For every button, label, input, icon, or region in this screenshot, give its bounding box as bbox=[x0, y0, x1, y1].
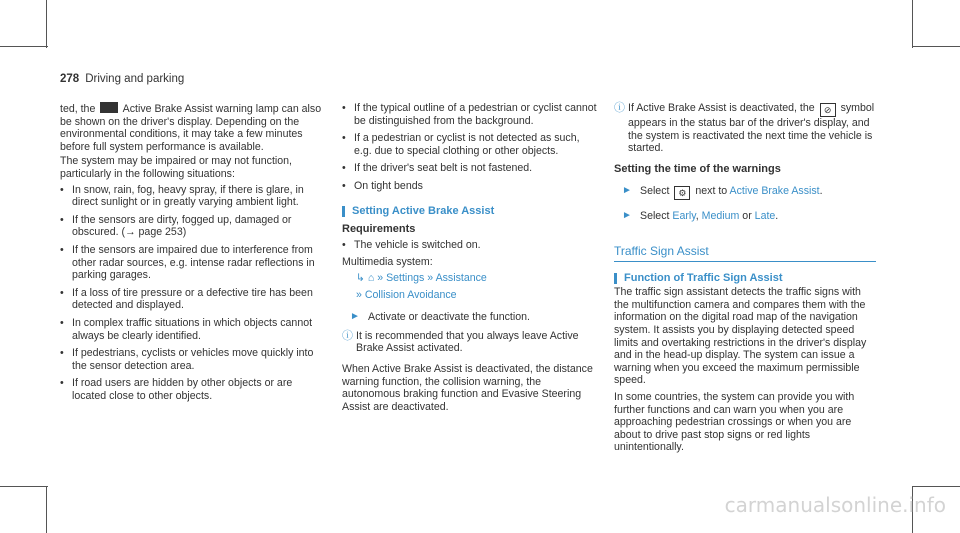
function-paragraph: The traffic sign assistant detects the traffic signs with the multifunction camera and compares them with the information on the digital road map of the navigation system. It assists you by displaying detected speed limits and overtaking restrictions in the driver's display and in the head-up display. The system can issue a warning when you exceed the maximum permissible speed. bbox=[614, 286, 867, 387]
home-icon: ⌂ bbox=[367, 271, 375, 284]
chevron-icon: » bbox=[377, 271, 384, 284]
brake-warning-lamp-icon bbox=[100, 102, 118, 113]
gear-icon[interactable]: ⚙ bbox=[674, 186, 690, 200]
page-number: 278 bbox=[60, 73, 80, 85]
setting-heading: Setting Active Brake Assist bbox=[342, 205, 597, 218]
list-item: • If the typical outline of a pedestrian or cyclist cannot be distinguished from the background. bbox=[342, 102, 597, 127]
list-item: • If a pedestrian or cyclist is not detected as such, e.g. due to special clothing or other objects. bbox=[342, 132, 597, 157]
column-3 bbox=[614, 102, 876, 454]
menu-path bbox=[342, 272, 597, 301]
active-brake-assist-link[interactable]: Active Brake Assist bbox=[729, 185, 820, 198]
info-icon: ⓘ bbox=[614, 102, 625, 114]
crop-mark bbox=[46, 486, 47, 533]
countries-paragraph: In some countries, the system can provide you with further functions and can warn you when you are approaching pedestrian crossings or when you are about to drive past stop signs or red lights unintentionally. bbox=[614, 390, 855, 454]
info-note: ⓘ If Active Brake Assist is deactivated, the ⊘ symbol appears in the status bar of the driver's display, and the system is reactivated the next time the vehicle is started. bbox=[614, 102, 875, 155]
option-early[interactable]: Early bbox=[672, 210, 696, 223]
option-medium[interactable]: Medium bbox=[701, 210, 740, 223]
list-item: • If the sensors are impaired due to interference from other radar sources, e.g. intense radar reflections in parking garages. bbox=[60, 244, 325, 282]
step-arrow-icon: ► bbox=[350, 311, 360, 323]
heading-bar bbox=[614, 273, 617, 284]
return-arrow-icon: ↳ bbox=[356, 271, 365, 284]
impaired-paragraph: The system may be impaired or may not function, particularly in the following situations: bbox=[60, 155, 292, 180]
crop-mark bbox=[46, 0, 47, 48]
requirements-label: Requirements bbox=[342, 223, 416, 236]
chevron-icon: » bbox=[356, 288, 362, 301]
info-icon: ⓘ bbox=[342, 329, 353, 342]
function-heading: Function of Traffic Sign Assist bbox=[614, 272, 876, 285]
option-late[interactable]: Late bbox=[754, 210, 776, 223]
settings-link[interactable]: Settings bbox=[386, 271, 425, 284]
intro-paragraph: ted, the Active Brake Assist warning lamp can also be shown on the driver's display. Depending on the environmental conditions, it may take a few minutes before full system performance is available. bbox=[60, 103, 322, 153]
step-arrow-icon: ► bbox=[622, 210, 632, 222]
list-item: • The vehicle is switched on. bbox=[342, 239, 597, 252]
list-item: • In snow, rain, fog, heavy spray, if there is glare, in direct sunlight or in greatly varying ambient light. bbox=[60, 184, 325, 209]
crop-mark bbox=[0, 46, 48, 47]
situation-list-continued bbox=[342, 102, 597, 193]
assistance-link[interactable]: Assistance bbox=[435, 271, 487, 284]
watermark: carmanualsonline.info bbox=[724, 493, 946, 517]
list-item: • In complex traffic situations in which objects cannot always be clearly identified. bbox=[60, 317, 325, 342]
chevron-icon: » bbox=[427, 271, 434, 284]
collision-avoidance-link[interactable]: Collision Avoidance bbox=[364, 288, 457, 301]
select-step-1: ► Select ⚙ next to Active Brake Assist. bbox=[622, 185, 823, 199]
crop-mark bbox=[912, 486, 960, 487]
multimedia-label: Multimedia system: bbox=[342, 256, 433, 269]
crop-mark bbox=[912, 0, 913, 48]
deactivated-paragraph: When Active Brake Assist is deactivated, the distance warning function, the collision warning, the autonomous braking function and Evasive Steering Assist are deactivated. bbox=[342, 362, 593, 413]
traffic-sign-assist-title: Traffic Sign Assist bbox=[614, 245, 876, 262]
section-title: Driving and parking bbox=[85, 73, 185, 85]
column-1 bbox=[60, 102, 325, 407]
requirements-list bbox=[342, 239, 597, 252]
list-item: • If road users are hidden by other objects or are located close to other objects. bbox=[60, 377, 325, 402]
list-item: • On tight bends bbox=[342, 180, 597, 193]
list-item: • If the driver's seat belt is not fastened. bbox=[342, 162, 597, 175]
timing-heading: Setting the time of the warnings bbox=[614, 162, 781, 175]
activate-step: ► Activate or deactivate the function. bbox=[350, 311, 530, 324]
step-arrow-icon: ► bbox=[622, 185, 632, 197]
select-step-2: ► Select Early, Medium or Late. bbox=[622, 210, 779, 223]
info-note: ⓘ It is recommended that you always leave Active Brake Assist activated. bbox=[342, 329, 579, 355]
situation-list bbox=[60, 184, 325, 403]
crop-mark bbox=[912, 46, 960, 47]
heading-bar bbox=[342, 206, 345, 217]
page-header bbox=[60, 73, 184, 85]
list-item: • If a loss of tire pressure or a defective tire has been detected and displayed. bbox=[60, 287, 325, 312]
list-item: • If the sensors are dirty, fogged up, damaged or obscured. (→ page 253) bbox=[60, 214, 325, 239]
crop-mark bbox=[0, 486, 48, 487]
brake-assist-off-icon: ⊘ bbox=[820, 103, 836, 117]
column-2 bbox=[342, 102, 597, 413]
list-item: • If pedestrians, cyclists or vehicles move quickly into the sensor detection area. bbox=[60, 347, 325, 372]
